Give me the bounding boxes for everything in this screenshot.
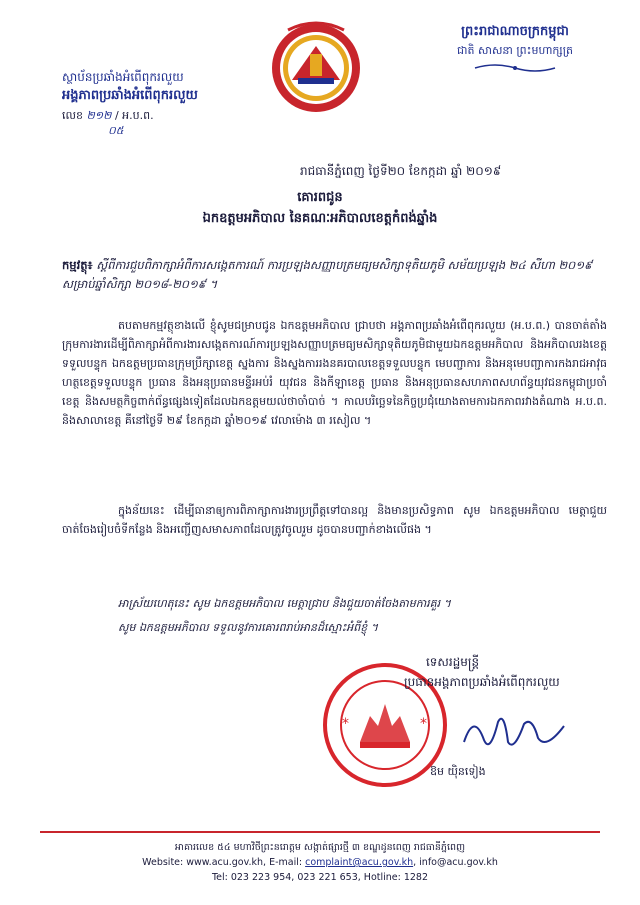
signatory-name: ឱម យ៉ិនទៀង (430, 765, 486, 778)
national-motto: ជាតិ សាសនា ព្រះមហាក្សត្រ (457, 44, 573, 57)
body-paragraph-3: អាស្រ័យហេតុនេះ សូម ឯកឧត្តមអភិបាល មេត្តាជ្រាប និងជួយចាត់ចែងតាមការគួរ ។ (118, 597, 451, 610)
org-line-1: ស្ថាប័នប្រឆាំងអំពើពុករលួយ (62, 70, 184, 84)
footer-address: អាគារលេខ ៥៤ មហាវិថីព្រះនរោត្តម សង្កាត់ផ្សារថ្មី ៣ ខណ្ឌដូនពេញ រាជធានីភ្នំពេញ (174, 842, 466, 853)
subject-block (62, 256, 602, 294)
footer-block (0, 840, 640, 885)
footer-contact (0, 855, 640, 870)
footer-contact-prefix: Website: www.acu.gov.kh, E-mail: (142, 857, 306, 868)
reference-number (62, 108, 262, 124)
svg-text:*: * (342, 716, 349, 732)
ornament-divider-icon (470, 62, 560, 74)
subject-text: ស្ដីពីការជួបពិភាក្សាអំពីការសង្កេតការណ៍ ការប្រឡងសញ្ញាបត្រមធ្យមសិក្សាទុតិយភូមិ សម័យប្រឡង ២៤ សីហា ២០១៩ សម្រាប់ឆ្នាំសិក្សា ២០១៨-២០១៩ ។ (62, 258, 593, 291)
issuing-authority-block (62, 68, 262, 138)
ref-number: ២១២ (86, 109, 112, 122)
footer-email-link[interactable]: complaint@acu.gov.kh (305, 857, 414, 868)
org-line-2: អង្គភាពប្រឆាំងអំពើពុករលួយ (62, 88, 198, 103)
body-paragraph-4: សូម ឯកឧត្តមអភិបាល ទទួលនូវការគោរពរាប់អានដ៏ស្មោះអំពីខ្ញុំ ។ (118, 621, 378, 634)
signatory-title: ទេសរដ្ឋមន្ត្រី (426, 655, 480, 669)
acu-emblem-logo (268, 8, 364, 128)
ref-sub-number: ០៥ (108, 124, 124, 137)
body-paragraph-1: តបតាមកម្មវត្ថុខាងលើ ខ្ញុំសូមជម្រាបជូន ឯកឧត្តមអភិបាល ជ្រាបថា អង្គភាពប្រឆាំងអំពើពុករលួយ (អ.ប.ព.) បានចាត់តាំងក្រុមការងារដើម្បីពិភាក្សាអំពីការងារសង្កេតការណ៍ការប្រឡងសញ្ញាបត្រមធ្យមសិក្សាទុតិយភូមិជាមួយឯកឧត្តមអភិបាល និងអភិបាលរងខេត្តទទួលបន្ទុក ឯកឧត្តមប្រធានក្រុមប្រឹក្សាខេត្ត ស្នងការ និងស្នងការរងនគរបាលខេត្តទទួលបន្ទុក មេបញ្ជាការ និងអនុមេបញ្ជាការកងរាជអាវុធហត្ថខេត្តទទួលបន្ទុក ប្រធាន និងអនុប្រធានមន្ទីរអប់រំ យុវជន និងកីឡាខេត្ត ប្រធាន និងអនុប្រធានសហភាពសហព័ន្ធយុវជនកម្ពុជាប្រចាំខេត្ត និងសមត្ថកិច្ចពាក់ព័ន្ធផ្សេងទៀតដែលឯកឧត្តមយល់ថាចាំបាច់ ។ កាលបរិច្ឆេទនៃកិច្ចប្រជុំយោងតាមការឯកភាពរវាងតំណាង អ.ប.ព. និងសាលាខេត្ត គឺនៅថ្ងៃទី ២៩ ខែកក្កដា ឆ្នាំ២០១៩ វេលាម៉ោង ៣ រសៀល ។ (62, 319, 607, 427)
signatory-organization: ប្រធានអង្គភាពប្រឆាំងអំពើពុករលួយ (404, 675, 560, 689)
recipient: ឯកឧត្តមអភិបាល នៃគណៈអភិបាលខេត្តកំពង់ឆ្នាំង (202, 211, 438, 226)
kingdom-name: ព្រះរាជាណាចក្រកម្ពុជា (461, 24, 569, 39)
ref-label: លេខ (62, 109, 83, 122)
svg-text:*: * (420, 716, 427, 732)
footer-contact-suffix: , info@acu.gov.kh (413, 857, 498, 868)
body-paragraph-2: ក្នុងន័យនេះ ដើម្បីធានាឲ្យការពិភាក្សាការងារប្រព្រឹត្តទៅបានល្អ និងមានប្រសិទ្ធភាព សូម ឯកឧត្តមអភិបាល មេត្តាជួយចាត់ចែងរៀបចំទីកន្លែង និងអញ្ជើញសមាសភាពដែលត្រូវចូលរួម ដូចបានបញ្ជាក់ខាងលើផង ។ (62, 504, 607, 536)
footer-divider-line (40, 830, 600, 836)
kingdom-motto-block (420, 22, 610, 74)
footer-phones: Tel: 023 223 954, 023 221 653, Hotline: 1282 (211, 872, 429, 883)
ref-suffix: / អ.ប.ព. (114, 109, 154, 122)
date-line: រាជធានីភ្នំពេញ ថ្ងៃទី២០ ខែកក្កដា ឆ្នាំ ២០១៩ (300, 164, 502, 178)
subject-label: កម្មវត្ថុ៖ (62, 258, 93, 272)
handwritten-signature (454, 702, 574, 762)
salutation: គោរពជូន (297, 190, 343, 205)
